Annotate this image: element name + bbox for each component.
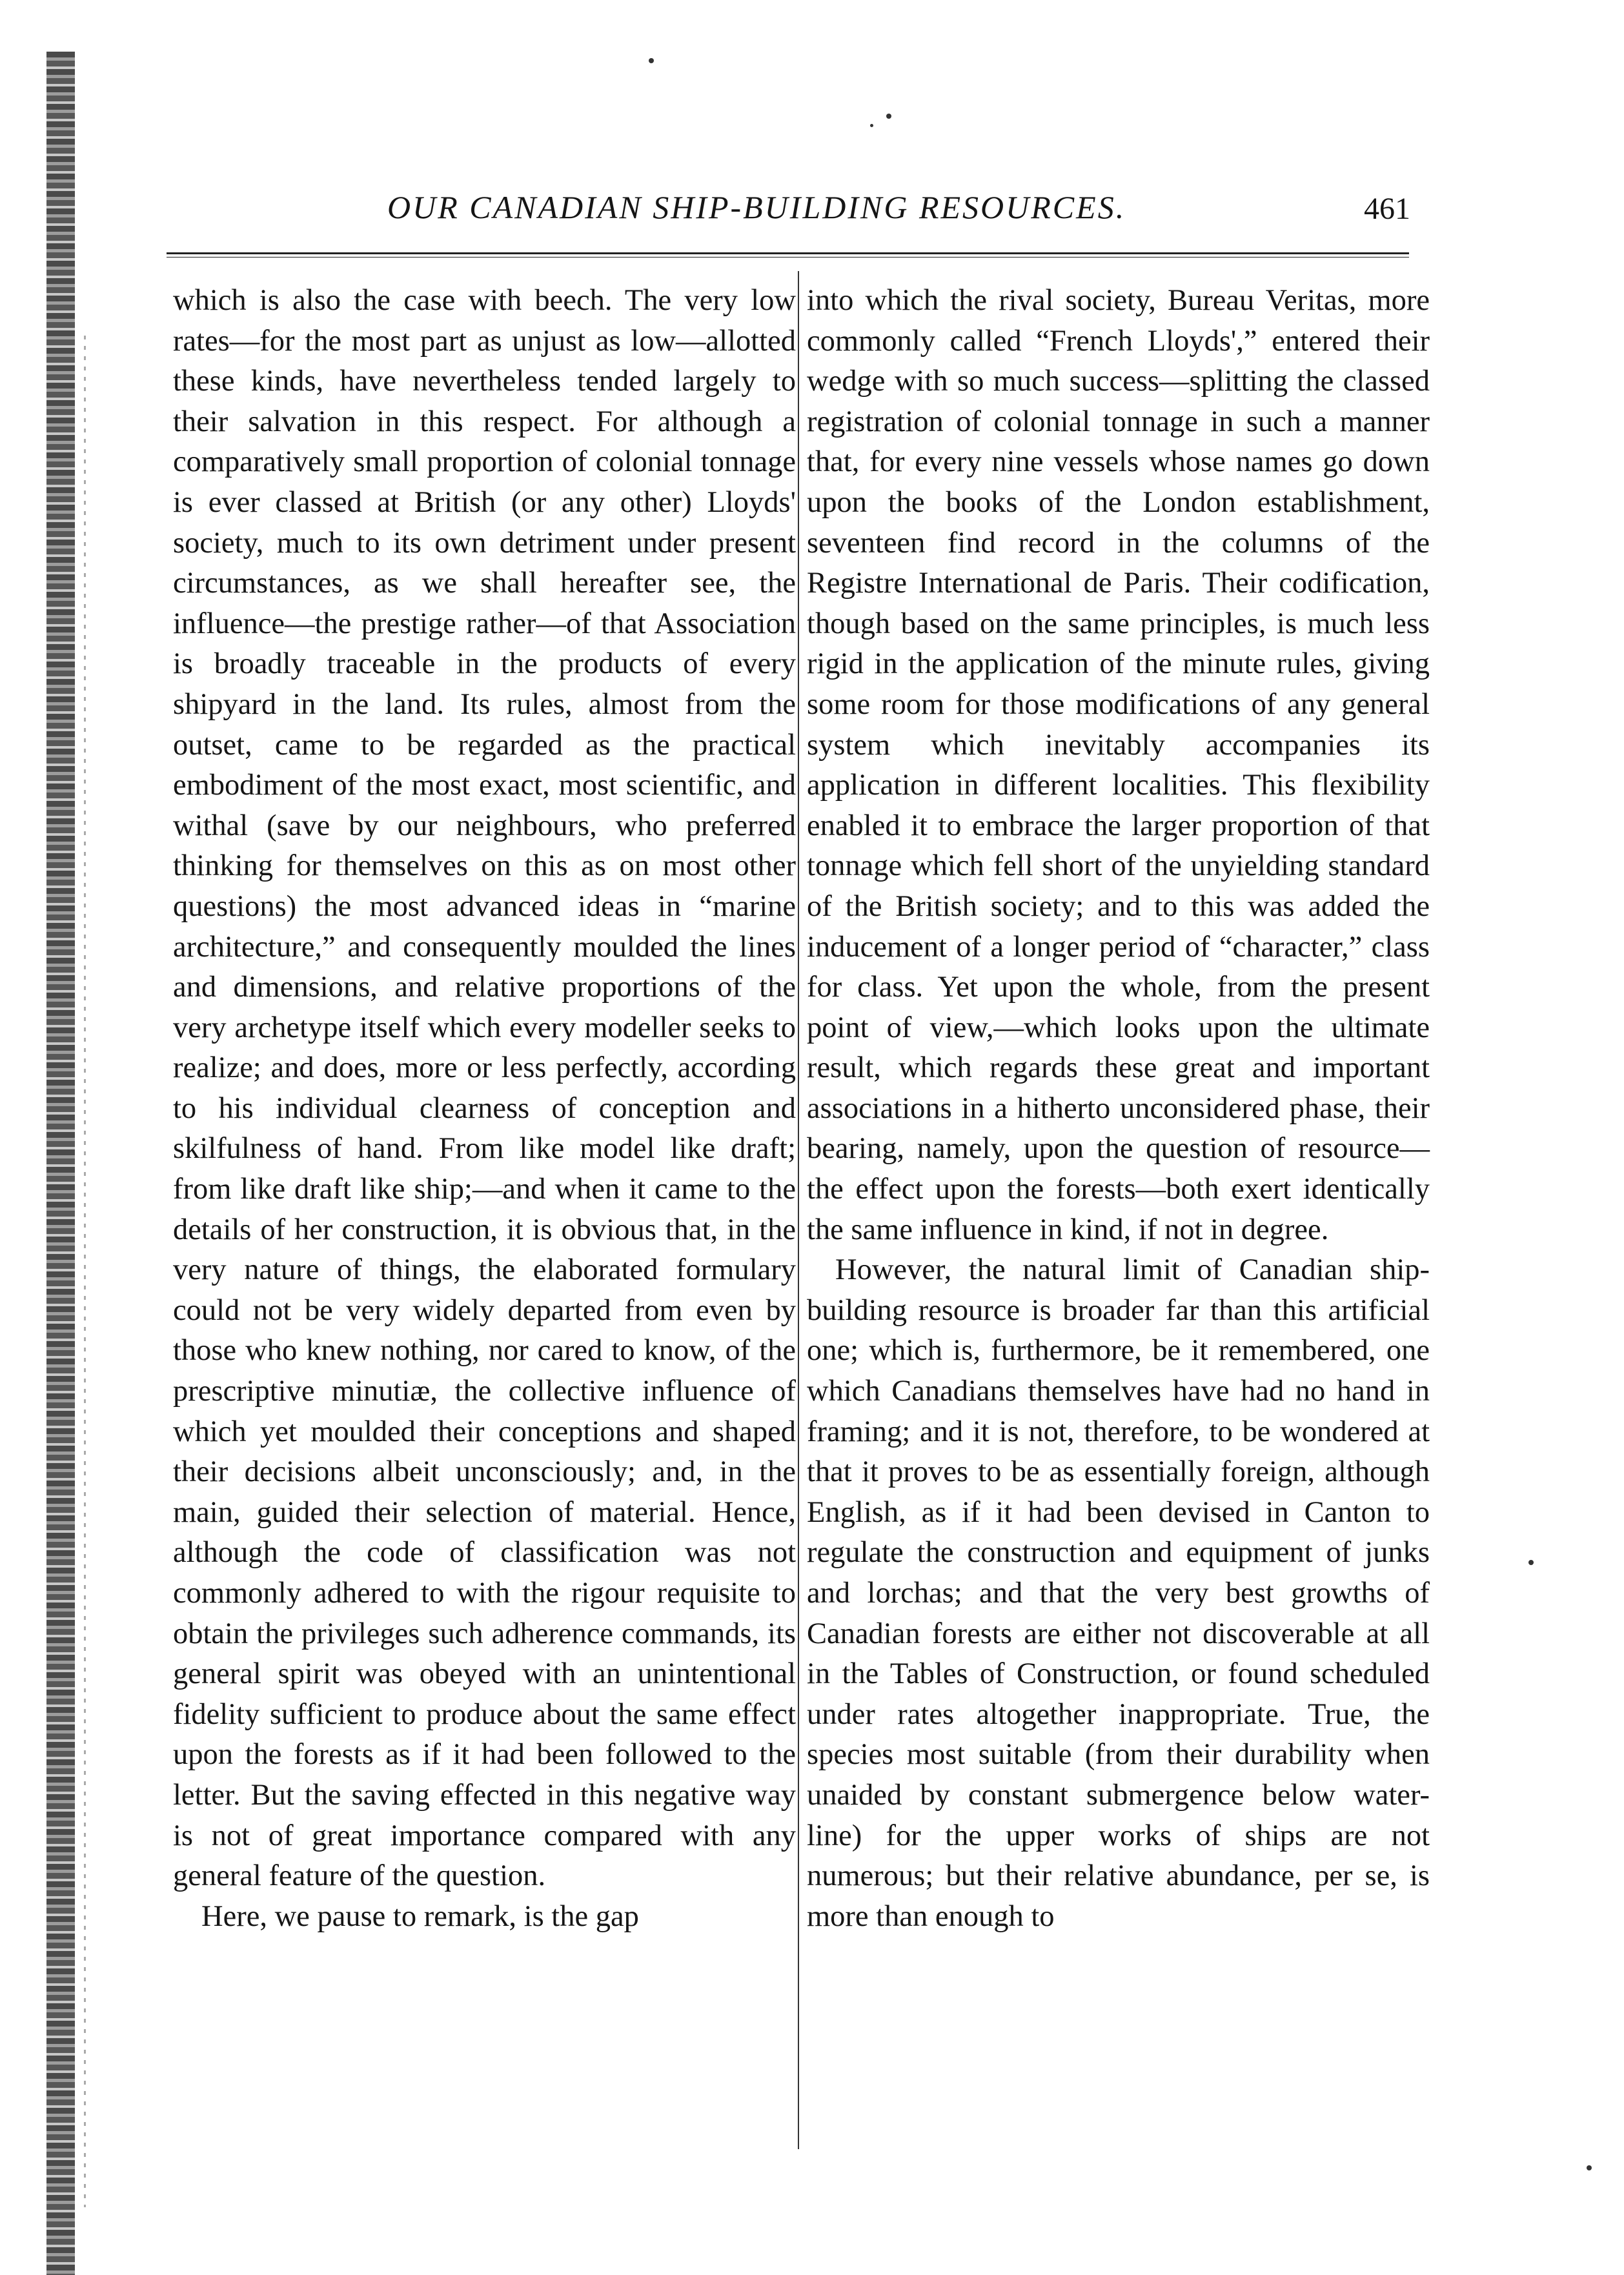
speck-mark — [870, 124, 873, 127]
paragraph: Here, we pause to remark, is the gap — [201, 1899, 639, 1933]
paragraph: which is also the case with beech. The very low rates—for the most part as unjust as low—allotted these kinds, have nevertheless tended largely to their salvation in this respect. For although a comparatively small proportion of colonial tonnage is ever classed at British (or any other) Lloyds' society, much to its own detriment under present circumstances, as we shall hereafter see, the influence—the prestige rather—of that Association is broadly traceable in the products of every shipyard in the land. Its rules, almost from the outset, came to be regarded as the practical embodiment of the most exact, most scientific, and withal (save by our neighbours, who preferred thinking for themselves on this as on most other questions) the most advanced ideas in “marine architecture,” and consequently moulded the lines and dimensions, and relative proportions of the very archetype itself which every modeller seeks to realize; and does, more or less perfectly, according to his individual clearness of conception and skilfulness of hand. From like model like draft; from like draft like ship;—and when it came to the details of her construction, it is obvious that, in the very nature of things, the elaborated formulary could not be very widely departed from even by those who knew nothing, nor cared to know, of the prescriptive minutiæ, the collective influence of which yet moulded their conceptions and shaped their decisions albeit unconsciously; and, in the main, guided their selection of material. Hence, although the code of classification was not commonly adhered to with the rigour requisite to obtain the privileges such adherence commands, its general spirit was obeyed with an unintentional fidelity sufficient to produce about the same effect upon the forests as if it had been followed to the letter. But the saving effected in this negative way is not of great importance compared with any general feature of the question. — [173, 284, 796, 1893]
column-divider — [798, 271, 799, 2149]
right-column — [807, 281, 1430, 1937]
speck-mark — [886, 114, 891, 119]
book-binding-edge — [46, 52, 75, 2275]
page-gutter-shadow — [84, 336, 86, 2207]
left-column — [173, 281, 796, 1937]
header-rule — [167, 252, 1409, 258]
speck-mark — [1587, 2165, 1592, 2170]
paragraph: into which the rival society, Bureau Veritas, more commonly called “French Lloyds',” entered their wedge with so much success—splitting the classed registration of colonial tonnage in such a manner that, for every nine vessels whose names go down upon the books of the London establishment, seventeen find record in the columns of the Registre International de Paris. Their codification, though based on the same principles, is much less rigid in the application of the minute rules, giving some room for those modifications of any general system which inevitably accompanies its application in different localities. This flexibility enabled it to embrace the larger proportion of that tonnage which fell short of the unyielding standard of the British society; and to this was added the inducement of a longer period of “character,” class for class. Yet upon the whole, from the present point of view,—which looks upon the ultimate result, which regards these great and important associations in a hitherto unconsidered phase, their bearing, namely, upon the question of resource—the effect upon the forests—both exert identically the same influence in kind, if not in degree. — [807, 284, 1430, 1246]
running-title: OUR CANADIAN SHIP-BUILDING RESOURCES. — [387, 189, 1126, 225]
page-number: 461 — [1364, 192, 1410, 226]
speck-mark — [649, 58, 654, 63]
paragraph: However, the natural limit of Canadian ship-building resource is broader far than this artificial one; which is, furthermore, be it remembered, one which Canadians themselves have had no hand in framing; and it is not, therefore, to be wondered at that it proves to be as essentially foreign, although English, as if it had been devised in Canton to regulate the construction and equipment of junks and lorchas; and that the very best growths of Canadian forests are either not discoverable at all in the Tables of Construction, or found scheduled under rates altogether inappropriate. True, the species most suitable (from their durability when unaided by constant submergence below water-line) for the upper works of ships are not numerous; but their relative abundance, per se, is more than enough to — [807, 1253, 1430, 1933]
speck-mark — [1528, 1560, 1534, 1565]
running-header — [165, 188, 1410, 234]
